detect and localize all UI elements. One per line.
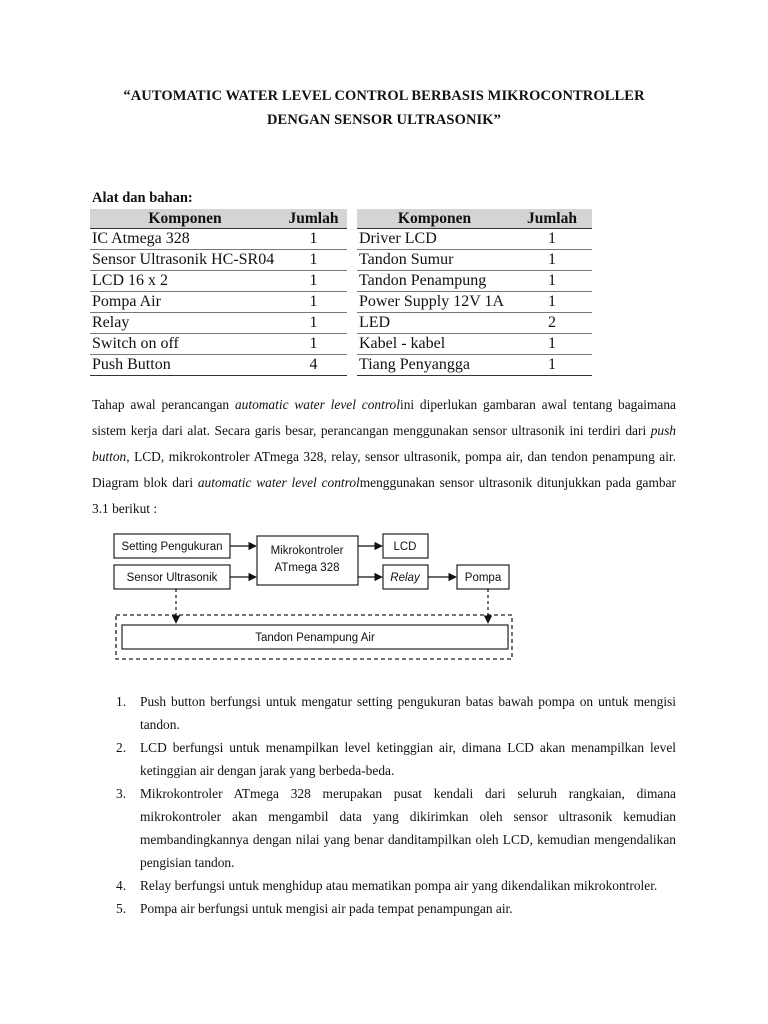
component-qty: 1 [512,334,592,355]
component-name: LCD 16 x 2 [90,271,280,292]
component-name: Tandon Sumur [352,250,512,271]
list-text: Pompa air berfungsi untuk mengisi air pada tempat penampungan air. [140,901,513,916]
pompa-label: Pompa [464,572,502,584]
list-number: 4. [116,878,127,893]
mikrokontroler-block [257,536,358,585]
table-row [90,334,592,355]
paragraph-italic-term: push button [92,423,676,464]
header-komponen-1: Komponen [90,209,280,229]
component-name: Relay [90,313,280,334]
component-qty: 1 [280,250,352,271]
component-name: Sensor Ultrasonik HC-SR04 [90,250,280,271]
setting-pengukuran-label: Setting Pengukuran [121,541,223,553]
paragraph-text: ini diperlukan gambaran awal tentang bagaimana sistem kerja dari alat. Secara garis besar, perancangan menggunakan sensor ultrasonik ini terdiri dari [92,397,676,438]
component-name: Push Button [90,355,280,376]
paragraph-text: , LCD, mikrokontroler ATmega 328, relay, sensor ultrasonik, pompa air, dan tendon penampung air. Diagram blok dari [92,449,676,490]
sensor-ultrasonik-label: Sensor Ultrasonik [126,572,218,584]
table-row [90,271,592,292]
list-text: Mikrokontroler ATmega 328 merupakan pusat kendali dari seluruh rangkaian, dimana mikrokontroler akan mengambil data yang dikirimkan oleh sensor ultrasonik kemudian membandingkannya dengan nilai yang benar danditampilkan oleh LCD, kemudian mengendalikan pengisian tandon. [140,786,676,870]
component-qty: 1 [280,292,352,313]
table-row [90,250,592,271]
header-komponen-2: Komponen [352,209,512,229]
list-text: Push button berfungsi untuk mengatur setting pengukuran batas bawah pompa on untuk mengisi tandon. [140,694,676,732]
atmega-label: ATmega 328 [274,562,340,574]
block-diagram [100,525,520,665]
component-qty: 4 [280,355,352,376]
component-qty: 1 [512,355,592,376]
component-qty: 1 [280,271,352,292]
table-row [90,292,592,313]
component-name: Kabel - kabel [352,334,512,355]
paragraph-text: Tahap awal perancangan [92,397,235,412]
component-name: Driver LCD [352,229,512,250]
mikrokontroler-label: Mikrokontroler [270,545,344,557]
list-text: LCD berfungsi untuk menampilkan level ketinggian air, dimana LCD akan menampilkan level ketinggian air dengan jarak yang berbeda-beda. [140,740,676,778]
table-row [90,355,592,376]
list-item [92,690,676,736]
component-name: Tiang Penyangga [352,355,512,376]
component-name: Switch on off [90,334,280,355]
paragraph-text: menggunakan sensor ultrasonik ditunjukkan pada gambar 3.1 berikut : [92,475,676,516]
table-header-row [90,209,592,229]
list-number: 2. [116,740,127,755]
list-number: 3. [116,786,127,801]
list-item [92,736,676,782]
component-qty: 1 [512,250,592,271]
component-qty: 1 [280,313,352,334]
document-title-line1: “AUTOMATIC WATER LEVEL CONTROL BERBASIS MIKROCONTROLLER [123,88,645,104]
list-item [92,874,676,897]
component-name: Tandon Penampung [352,271,512,292]
component-qty: 1 [512,271,592,292]
component-qty: 1 [280,334,352,355]
intro-paragraph [92,392,676,522]
list-text: Relay berfungsi untuk menghidup atau mematikan pompa air yang dikendalikan mikrokontroler. [140,878,658,893]
list-number: 5. [116,901,127,916]
component-qty: 1 [512,229,592,250]
component-name: LED [352,313,512,334]
component-qty: 1 [280,229,352,250]
component-name: IC Atmega 328 [90,229,280,250]
relay-label: Relay [390,572,420,584]
document-title-line2: DENGAN SENSOR ULTRASONIK” [266,112,502,128]
function-list [92,690,676,920]
header-jumlah-1: Jumlah [280,209,352,229]
paragraph-italic-term: automatic water level control [234,397,400,412]
paragraph-italic-term: automatic water level control [197,475,360,490]
section-heading: Alat dan bahan: [92,190,193,206]
component-name: Power Supply 12V 1A [352,292,512,313]
table-row [90,229,592,250]
component-qty: 2 [512,313,592,334]
header-jumlah-2: Jumlah [512,209,592,229]
component-name: Pompa Air [90,292,280,313]
list-number: 1. [116,694,127,709]
tandon-label: Tandon Penampung Air [255,632,375,644]
table-row [90,313,592,334]
component-qty: 1 [512,292,592,313]
list-item [92,782,676,874]
components-table [90,209,592,376]
lcd-label: LCD [393,541,417,553]
list-item [92,897,676,920]
